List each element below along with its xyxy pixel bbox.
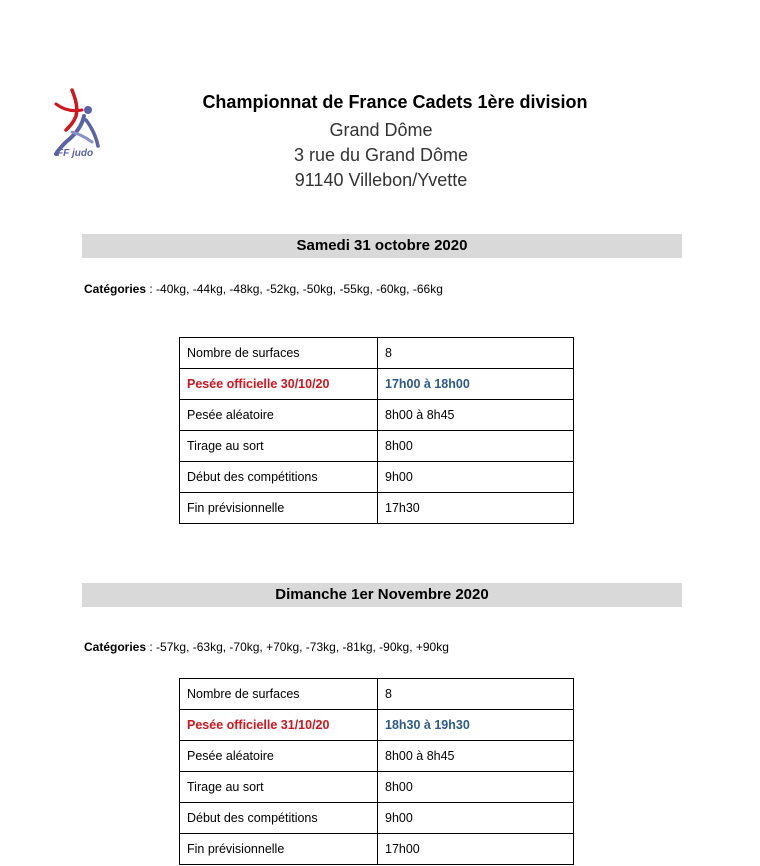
row-label: Nombre de surfaces	[180, 679, 378, 710]
row-value: 8h00	[378, 431, 574, 462]
row-value: 9h00	[378, 462, 574, 493]
schedule-table-saturday	[179, 337, 574, 524]
table-row	[180, 369, 574, 400]
table-row	[180, 338, 574, 369]
venue-city: 91140 Villebon/Yvette	[294, 170, 468, 190]
schedule-table-sunday	[179, 678, 574, 865]
table-row	[180, 741, 574, 772]
table-row	[180, 431, 574, 462]
table-row	[180, 400, 574, 431]
page-title: Championnat de France Cadets 1ère division	[202, 92, 588, 112]
table-row	[180, 834, 574, 865]
categories-line-saturday	[84, 282, 443, 296]
categories-separator: :	[146, 282, 157, 296]
row-label: Nombre de surfaces	[180, 338, 378, 369]
table-row	[180, 803, 574, 834]
row-value: 8	[378, 338, 574, 369]
table-row	[180, 679, 574, 710]
row-value: 17h00 à 18h00	[378, 369, 574, 400]
logo-text: FF judo	[57, 148, 94, 159]
day-heading-saturday: Samedi 31 octobre 2020	[82, 234, 682, 258]
categories-list: -57kg, -63kg, -70kg, +70kg, -73kg, -81kg, -90kg, +90kg	[156, 640, 449, 654]
venue-name: Grand Dôme	[329, 120, 433, 140]
row-value: 8h00 à 8h45	[378, 400, 574, 431]
categories-separator: :	[146, 640, 157, 654]
row-label: Fin prévisionnelle	[180, 834, 378, 865]
table-row	[180, 493, 574, 524]
row-value: 17h30	[378, 493, 574, 524]
day-heading-sunday: Dimanche 1er Novembre 2020	[82, 583, 682, 607]
categories-list: -40kg, -44kg, -48kg, -52kg, -50kg, -55kg, -60kg, -66kg	[156, 282, 443, 296]
row-value: 9h00	[378, 803, 574, 834]
row-label: Pesée officielle 31/10/20	[180, 710, 378, 741]
row-label: Début des compétitions	[180, 462, 378, 493]
venue-street: 3 rue du Grand Dôme	[293, 145, 469, 165]
row-label: Pesée aléatoire	[180, 741, 378, 772]
row-value: 8	[378, 679, 574, 710]
categories-label: Catégories	[84, 282, 147, 296]
table-row	[180, 772, 574, 803]
row-label: Tirage au sort	[180, 431, 378, 462]
row-label: Début des compétitions	[180, 803, 378, 834]
row-value: 17h00	[378, 834, 574, 865]
row-label: Fin prévisionnelle	[180, 493, 378, 524]
row-value: 18h30 à 19h30	[378, 710, 574, 741]
row-value: 8h00 à 8h45	[378, 741, 574, 772]
table-row	[180, 462, 574, 493]
row-label: Pesée officielle 30/10/20	[180, 369, 378, 400]
row-value: 8h00	[378, 772, 574, 803]
categories-line-sunday	[84, 640, 449, 654]
row-label: Pesée aléatoire	[180, 400, 378, 431]
categories-label: Catégories	[84, 640, 147, 654]
row-label: Tirage au sort	[180, 772, 378, 803]
table-row	[180, 710, 574, 741]
